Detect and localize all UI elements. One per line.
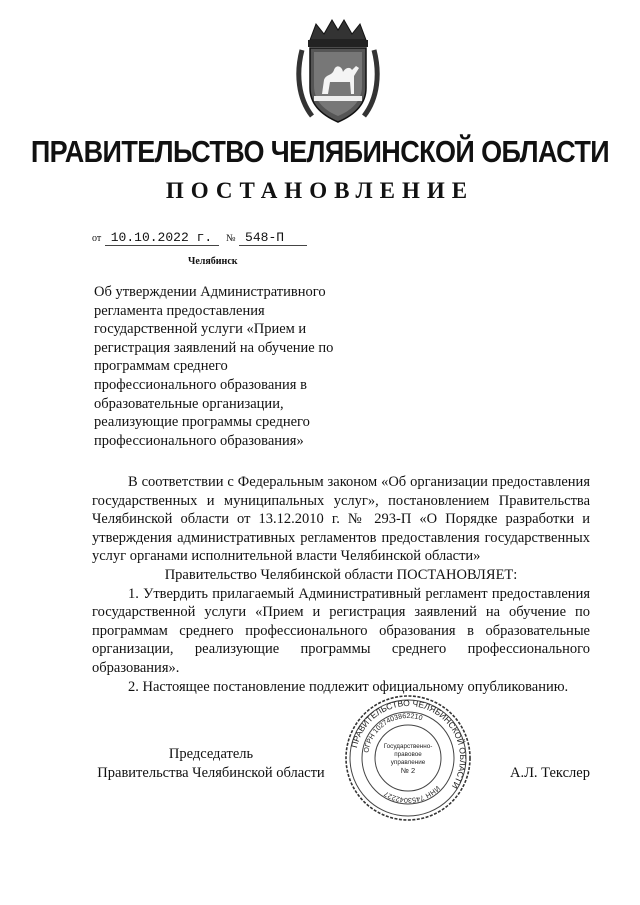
document-date: 10.10.2022 г.	[105, 230, 219, 246]
document-subject	[94, 283, 334, 450]
coat-of-arms-emblem	[296, 18, 380, 124]
subject-line: профессионального образования в	[94, 376, 307, 393]
number-prefix: №	[226, 233, 236, 244]
document-body	[92, 473, 590, 696]
subject-line: профессионального образования»	[94, 432, 304, 449]
organization-title: ПРАВИТЕЛЬСТВО ЧЕЛЯБИНСКОЙ ОБЛАСТИ	[30, 135, 610, 169]
official-seal	[343, 693, 473, 823]
seal-center-line: управление	[390, 759, 426, 766]
seal-outer-text: ПРАВИТЕЛЬСТВО ЧЕЛЯБИНСКОЙ ОБЛАСТИ	[349, 697, 469, 791]
number-line	[226, 230, 307, 246]
subject-line: образовательные организации,	[94, 395, 284, 412]
subject-line: государственной услуги «Прием и	[94, 321, 307, 338]
seal-center-line: Государственно-	[383, 743, 433, 750]
city-name: Челябинск	[188, 256, 238, 267]
date-line	[92, 230, 219, 246]
seal-inn-text: ИНН 7453042227	[383, 783, 441, 804]
subject-line: реализующие программы среднего	[94, 414, 310, 431]
preamble-paragraph: В соответствии с Федеральным законом «Об организации предоставления государственных и муниципальных услуг», постановлением Правительства Челябинской области от 13.12.2010 г. № 293-П «О Порядке разработки и утверждения административных регламентов предоставления государственных услуг органами исполнительной власти Челябинской области»	[92, 474, 590, 565]
subject-line: регистрация заявлений на обучение по	[94, 339, 334, 356]
seal-center-line: № 2	[400, 766, 416, 775]
decree-line: Правительство Челябинской области ПОСТАНОВЛЯЕТ:	[164, 566, 518, 583]
document-number: 548-П	[239, 230, 307, 246]
subject-line: программам среднего	[94, 358, 228, 375]
position-line: Правительства Челябинской области	[97, 765, 325, 781]
subject-line: регламента предоставления	[94, 302, 265, 319]
document-type-heading: ПОСТАНОВЛЕНИЕ	[165, 178, 475, 203]
position-line: Председатель	[168, 746, 254, 762]
signatory-name: А.Л. Текслер	[510, 765, 590, 781]
seal-ogrn-text: ОГРН 1027403862210	[363, 712, 424, 754]
item-2-paragraph: 2. Настоящее постановление подлежит официальному опубликованию.	[128, 678, 569, 695]
seal-center-line: правовое	[394, 751, 422, 758]
item-1-paragraph: 1. Утвердить прилагаемый Административный регламент предоставления государственной услуги «Прием и регистрация заявлений на обучение по программам среднего профессионального образования в образовательные организации, реализующие программы среднего профессионального образования».	[92, 585, 590, 676]
subject-line: Об утверждении Административного	[94, 284, 326, 300]
signatory-position	[92, 745, 330, 783]
date-prefix: от	[92, 233, 102, 244]
